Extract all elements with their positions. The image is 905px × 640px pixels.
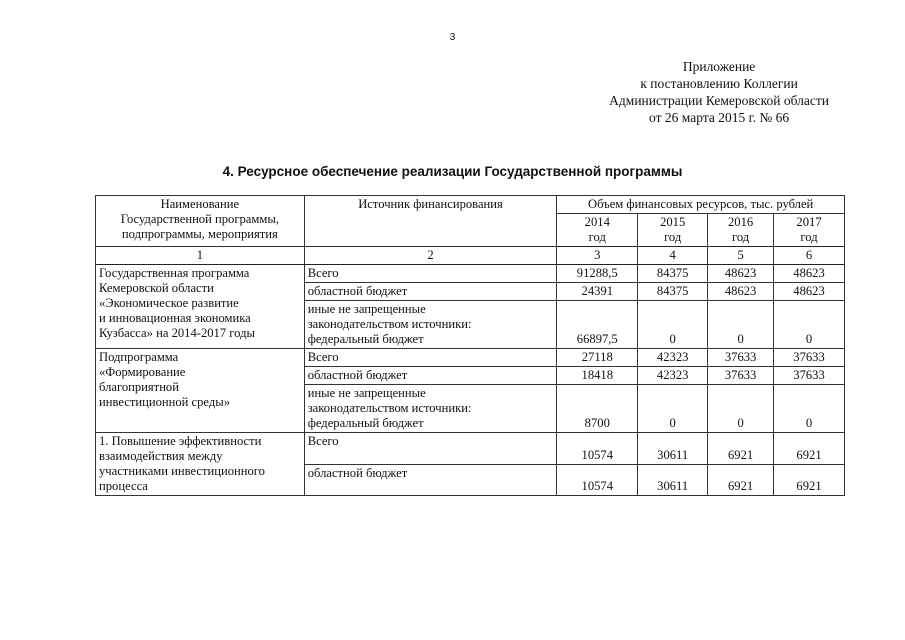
funding-source-cell: Всего bbox=[304, 265, 557, 283]
table-row bbox=[96, 265, 845, 283]
funding-source-cell: Всего bbox=[304, 349, 557, 367]
page-number: 3 bbox=[449, 32, 456, 43]
amount-cell: 8700 bbox=[557, 385, 638, 433]
amount-cell: 37633 bbox=[774, 367, 845, 385]
program-name-line: взаимодействия между bbox=[99, 449, 223, 463]
funding-source-line: иные не запрещенные bbox=[307, 302, 426, 316]
header-name-line: Государственной программы, bbox=[120, 212, 279, 226]
funding-source-line: иные не запрещенные bbox=[307, 386, 426, 400]
year-word: год bbox=[731, 230, 750, 244]
amount-cell: 84375 bbox=[638, 283, 708, 301]
column-number: 1 bbox=[96, 247, 305, 265]
section-title: 4. Ресурсное обеспечение реализации Государственной программы bbox=[222, 164, 683, 179]
program-name-cell bbox=[96, 265, 305, 349]
column-number: 4 bbox=[638, 247, 708, 265]
amount-cell: 18418 bbox=[557, 367, 638, 385]
amount-cell: 0 bbox=[708, 301, 774, 349]
header-row bbox=[96, 196, 845, 214]
program-name-line: Подпрограмма bbox=[99, 350, 179, 364]
amount-cell: 37633 bbox=[774, 349, 845, 367]
amount-cell: 10574 bbox=[557, 433, 638, 465]
program-name-line: инвестиционной среды» bbox=[99, 395, 231, 409]
column-number: 2 bbox=[304, 247, 557, 265]
amount-cell: 0 bbox=[774, 385, 845, 433]
program-name-line: благоприятной bbox=[99, 380, 179, 394]
header-name-line: Наименование bbox=[160, 197, 240, 211]
amount-cell: 30611 bbox=[638, 433, 708, 465]
amount-cell: 37633 bbox=[708, 367, 774, 385]
program-name-line: «Формирование bbox=[99, 365, 186, 379]
year-word: год bbox=[800, 230, 818, 244]
program-name-line: Государственная программа bbox=[99, 266, 250, 280]
appendix-line: Приложение bbox=[682, 59, 756, 74]
amount-cell: 48623 bbox=[774, 265, 845, 283]
amount-cell: 48623 bbox=[708, 265, 774, 283]
amount-cell: 91288,5 bbox=[557, 265, 638, 283]
year-label: 2014 bbox=[584, 215, 610, 229]
header-source-cell: Источник финансирования bbox=[304, 196, 557, 247]
funding-source-cell bbox=[304, 301, 557, 349]
amount-cell: 0 bbox=[708, 385, 774, 433]
resource-table bbox=[95, 195, 845, 496]
funding-source-line: законодательством источники: bbox=[307, 401, 472, 415]
header-name-line: подпрограммы, мероприятия bbox=[121, 227, 278, 241]
column-number: 3 bbox=[557, 247, 638, 265]
appendix-block bbox=[609, 58, 829, 126]
year-label: 2015 bbox=[660, 215, 686, 229]
year-label: 2016 bbox=[727, 215, 754, 229]
funding-source-cell: областной бюджет bbox=[304, 367, 557, 385]
amount-cell: 0 bbox=[774, 301, 845, 349]
amount-cell: 42323 bbox=[638, 349, 708, 367]
program-name-line: «Экономическое развитие bbox=[99, 296, 239, 310]
funding-source-line: федеральный бюджет bbox=[307, 332, 424, 346]
funding-source-cell: Всего bbox=[304, 433, 557, 465]
program-name-cell bbox=[96, 433, 305, 496]
funding-source-cell: областной бюджет bbox=[304, 283, 557, 301]
appendix-line: к постановлению Коллегии bbox=[640, 76, 798, 91]
program-name-line: процесса bbox=[99, 479, 148, 493]
funding-source-cell: областной бюджет bbox=[304, 464, 557, 496]
amount-cell: 6921 bbox=[774, 433, 845, 465]
program-name-line: и инновационная экономика bbox=[99, 311, 251, 325]
amount-cell: 66897,5 bbox=[557, 301, 638, 349]
table-row bbox=[96, 433, 845, 465]
column-number: 5 bbox=[708, 247, 774, 265]
amount-cell: 0 bbox=[638, 301, 708, 349]
amount-cell: 84375 bbox=[638, 265, 708, 283]
year-word: год bbox=[664, 230, 682, 244]
amount-cell: 10574 bbox=[557, 464, 638, 496]
table-row bbox=[96, 349, 845, 367]
amount-cell: 24391 bbox=[557, 283, 638, 301]
amount-cell: 48623 bbox=[774, 283, 845, 301]
amount-cell: 0 bbox=[638, 385, 708, 433]
amount-cell: 48623 bbox=[708, 283, 774, 301]
amount-cell: 6921 bbox=[708, 433, 774, 465]
header-year-cell bbox=[638, 214, 708, 247]
header-year-cell bbox=[557, 214, 638, 247]
program-name-cell bbox=[96, 349, 305, 433]
amount-cell: 27118 bbox=[557, 349, 638, 367]
funding-source-line: законодательством источники: bbox=[307, 317, 472, 331]
funding-source-line: федеральный бюджет bbox=[307, 416, 424, 430]
amount-cell: 42323 bbox=[638, 367, 708, 385]
appendix-line: Администрации Кемеровской области bbox=[609, 93, 829, 108]
year-word: год bbox=[588, 230, 606, 244]
funding-source-cell bbox=[304, 385, 557, 433]
header-year-cell bbox=[708, 214, 774, 247]
program-name-line: 1. Повышение эффективности bbox=[99, 434, 262, 448]
amount-cell: 6921 bbox=[774, 464, 845, 496]
program-name-line: Кемеровской области bbox=[99, 281, 214, 295]
year-label: 2017 bbox=[796, 215, 822, 229]
column-number: 6 bbox=[774, 247, 845, 265]
header-volume-cell: Объем финансовых ресурсов, тыс. рублей bbox=[557, 196, 845, 214]
header-name-cell bbox=[96, 196, 305, 247]
amount-cell: 30611 bbox=[638, 464, 708, 496]
program-name-line: Кузбасса» на 2014-2017 годы bbox=[99, 326, 255, 340]
amount-cell: 37633 bbox=[708, 349, 774, 367]
program-name-line: участниками инвестиционного bbox=[99, 464, 265, 478]
amount-cell: 6921 bbox=[708, 464, 774, 496]
appendix-line: от 26 марта 2015 г. № 66 bbox=[649, 110, 790, 125]
header-year-cell bbox=[774, 214, 845, 247]
column-numbers-row bbox=[96, 247, 845, 265]
